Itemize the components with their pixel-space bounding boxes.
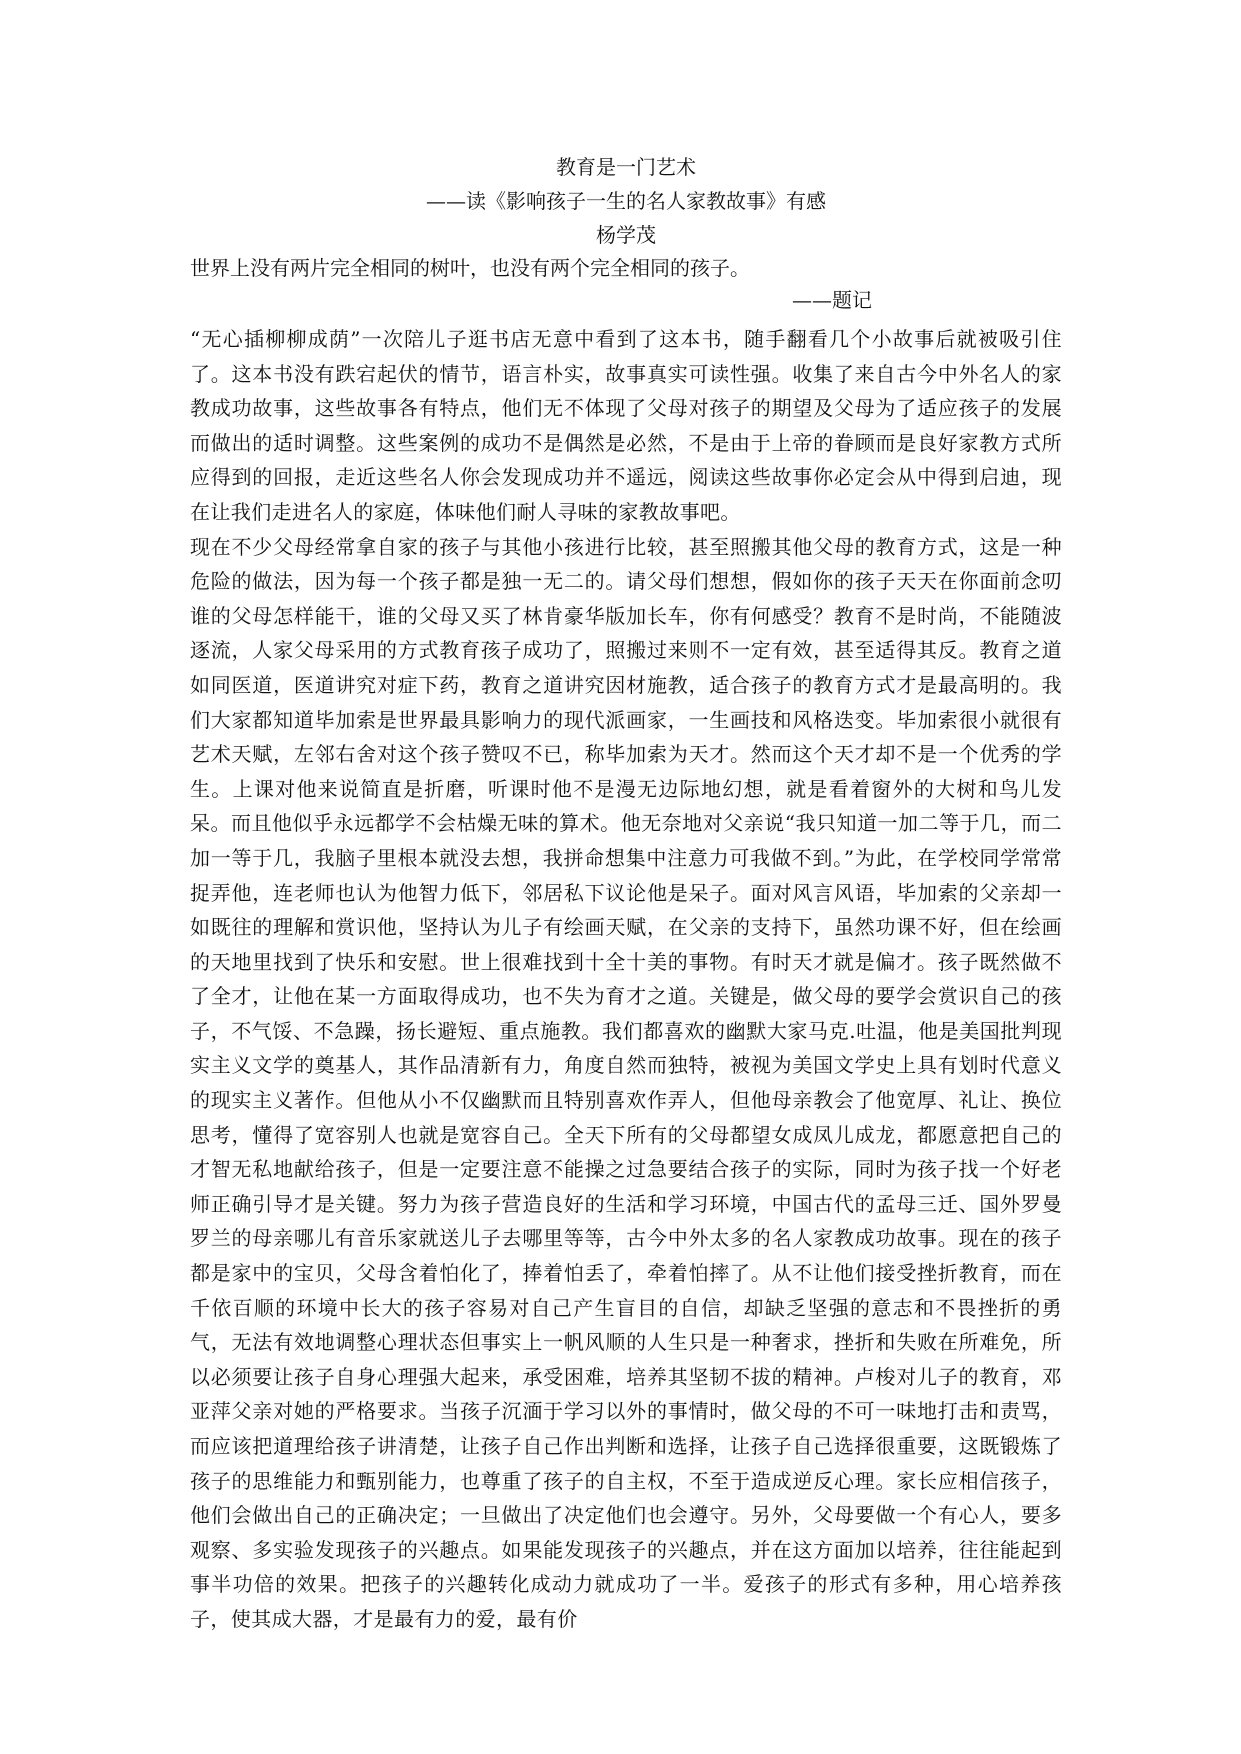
document-subtitle: ——读《影响孩子一生的名人家教故事》有感 xyxy=(426,189,826,213)
body-text xyxy=(190,322,1062,1637)
epigraph-text: 世界上没有两片完全相同的树叶，也没有两个完全相同的孩子。 xyxy=(190,256,750,280)
document-page xyxy=(190,150,1062,1637)
paragraph-2: 现在不少父母经常拿自家的孩子与其他小孩进行比较，甚至照搬其他父母的教育方式，这是一种危险的做法，因为每一个孩子都是独一无二的。请父母们想想，假如你的孩子天天在你面前念叨谁的父母怎样能干，谁的父母又买了林肯豪华版加长车，你有何感受？教育不是时尚，不能随波逐流，人家父母采用的方式教育孩子成功了，照搬过来则不一定有效，甚至适得其反。教育之道如同医道，医道讲究对症下药，教育之道讲究因材施教，适合孩子的教育方式才是最高明的。我们大家都知道毕加索是世界最具影响力的现代派画家，一生画技和风格迭变。毕加索很小就很有艺术天赋，左邻右舍对这个孩子赞叹不已，称毕加索为天才。然而这个天才却不是一个优秀的学生。上课对他来说简直是折磨，听课时他不是漫无边际地幻想，就是看着窗外的大树和鸟儿发呆。而且他似乎永远都学不会枯燥无味的算术。他无奈地对父亲说“我只知道一加二等于几，而二加一等于几，我脑子里根本就没去想，我拼命想集中注意力可我做不到。”为此，在学校同学常常捉弄他，连老师也认为他智力低下，邻居私下议论他是呆子。面对风言风语，毕加索的父亲却一如既往的理解和赏识他，坚持认为儿子有绘画天赋，在父亲的支持下，虽然功课不好，但在绘画的天地里找到了快乐和安慰。世上很难找到十全十美的事物。有时天才就是偏才。孩子既然做不了全才，让他在某一方面取得成功，也不失为育才之道。关键是，做父母的要学会赏识自己的孩子，不气馁、不急躁，扬长避短、重点施教。我们都喜欢的幽默大家马克.吐温，他是美国批判现实主义文学的奠基人，其作品清新有力，角度自然而独特，被视为美国文学史上具有划时代意义的现实主义著作。但他从小不仅幽默而且特别喜欢作弄人，但他母亲教会了他宽厚、礼让、换位思考，懂得了宽容别人也就是宽容自己。全天下所有的父母都望女成凤儿成龙，都愿意把自己的才智无私地献给孩子，但是一定要注意不能操之过急要结合孩子的实际，同时为孩子找一个好老师正确引导才是关键。努力为孩子营造良好的生活和学习环境，中国古代的孟母三迁、国外罗曼罗兰的母亲哪儿有音乐家就送儿子去哪里等等，古今中外太多的名人家教成功故事。现在的孩子都是家中的宝贝，父母含着怕化了，捧着怕丢了，牵着怕摔了。从不让他们接受挫折教育，而在千依百顺的环境中长大的孩子容易对自己产生盲目的自信，却缺乏坚强的意志和不畏挫折的勇气，无法有效地调整心理状态但事实上一帆风顺的人生只是一种奢求，挫折和失败在所难免，所以必须要让孩子自身心理强大起来，承受困难，培养其坚韧不拔的精神。卢梭对儿子的教育，邓亚萍父亲对她的严格要求。当孩子沉湎于学习以外的事情时，做父母的不可一味地打击和责骂，而应该把道理给孩子讲清楚，让孩子自己作出判断和选择，让孩子自己选择很重要，这既锻炼了孩子的思维能力和甄别能力，也尊重了孩子的自主权，不至于造成逆反心理。家长应相信孩子，他们会做出自己的正确决定；一旦做出了决定他们也会遵守。另外，父母要做一个有心人，要多观察、多实验发现孩子的兴趣点。如果能发现孩子的兴趣点，并在这方面加以培养，往往能起到事半功倍的效果。把孩子的兴趣转化成动力就成功了一半。爱孩子的形式有多种，用心培养孩子，使其成大器，才是最有力的爱，最有价 xyxy=(190,534,1062,1631)
document-title: 教育是一门艺术 xyxy=(556,155,696,179)
paragraph-1: “无心插柳柳成荫”一次陪儿子逛书店无意中看到了这本书，随手翻看几个小故事后就被吸引住了。这本书没有跌宕起伏的情节，语言朴实，故事真实可读性强。收集了来自古今中外名人的家教成功故事，这些故事各有特点，他们无不体现了父母对孩子的期望及父母为了适应孩子的发展而做出的适时调整。这些案例的成功不是偶然是必然，不是由于上帝的眷顾而是良好家教方式所应得到的回报，走近这些名人你会发现成功并不遥远，阅读这些故事你必定会从中得到启迪，现在让我们走进名人的家庭，体味他们耐人寻味的家教故事吧。 xyxy=(190,327,1062,524)
document-author: 杨学茂 xyxy=(596,223,656,247)
epigraph-source: ——题记 xyxy=(792,288,872,312)
